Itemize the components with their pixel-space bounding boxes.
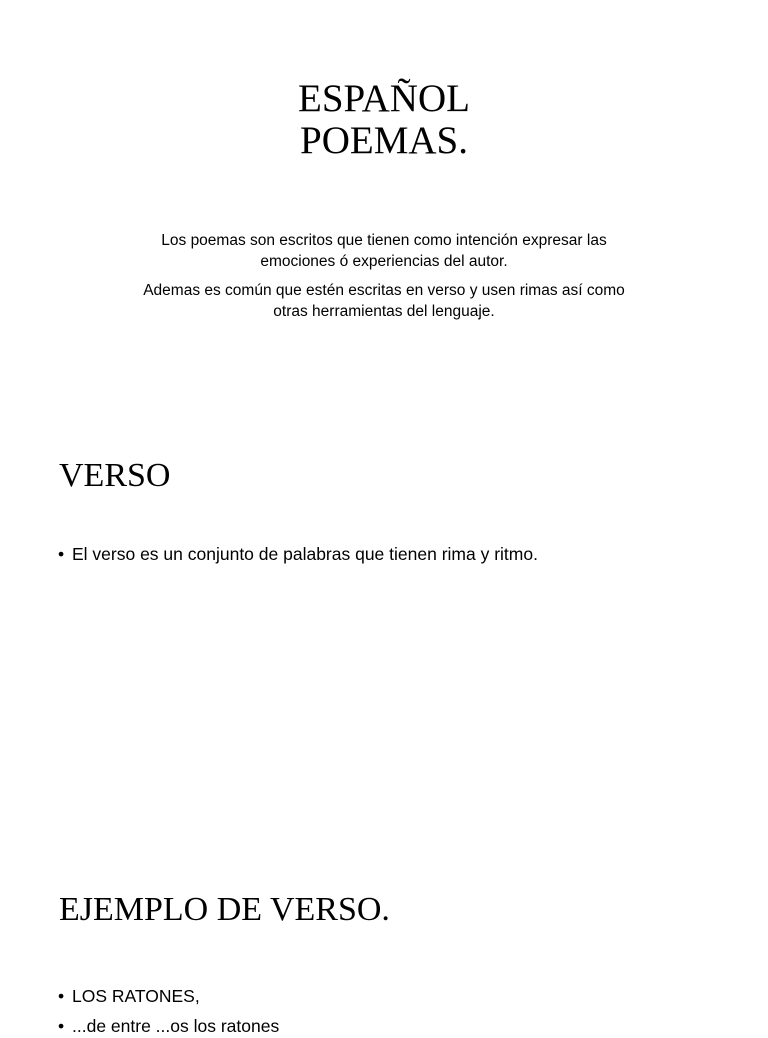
intro-paragraph-1-line-2: emociones ó experiencias del autor. <box>260 253 508 270</box>
bullet-text: ...de entre ...os los ratones <box>72 1016 280 1036</box>
bullet-item <box>58 984 200 1008</box>
bullet-icon: • <box>58 544 65 564</box>
section-heading-verso: VERSO <box>59 457 171 494</box>
intro-paragraph-2 <box>100 280 668 322</box>
intro-paragraph-1-line-1: Los poemas son escritos que tienen como intención expresar las <box>161 232 607 249</box>
bullet-icon: • <box>58 986 65 1006</box>
bullet-item <box>58 1014 279 1038</box>
intro-paragraph-1 <box>100 230 668 272</box>
bullet-text: El verso es un conjunto de palabras que tienen rima y ritmo. <box>72 544 538 564</box>
bullet-icon: • <box>58 1016 65 1036</box>
section-heading-ejemplo: EJEMPLO DE VERSO. <box>59 891 390 928</box>
title-line-2: POEMAS. <box>300 119 468 162</box>
intro-paragraph-2-line-1: Ademas es común que estén escritas en verso y usen rimas así como <box>143 282 625 299</box>
intro-paragraph-2-line-2: otras herramientas del lenguaje. <box>273 303 495 320</box>
title-line-1: ESPAÑOL <box>298 77 470 120</box>
slide-title <box>0 78 768 162</box>
bullet-text: LOS RATONES, <box>72 986 200 1006</box>
bullet-item <box>58 542 538 566</box>
